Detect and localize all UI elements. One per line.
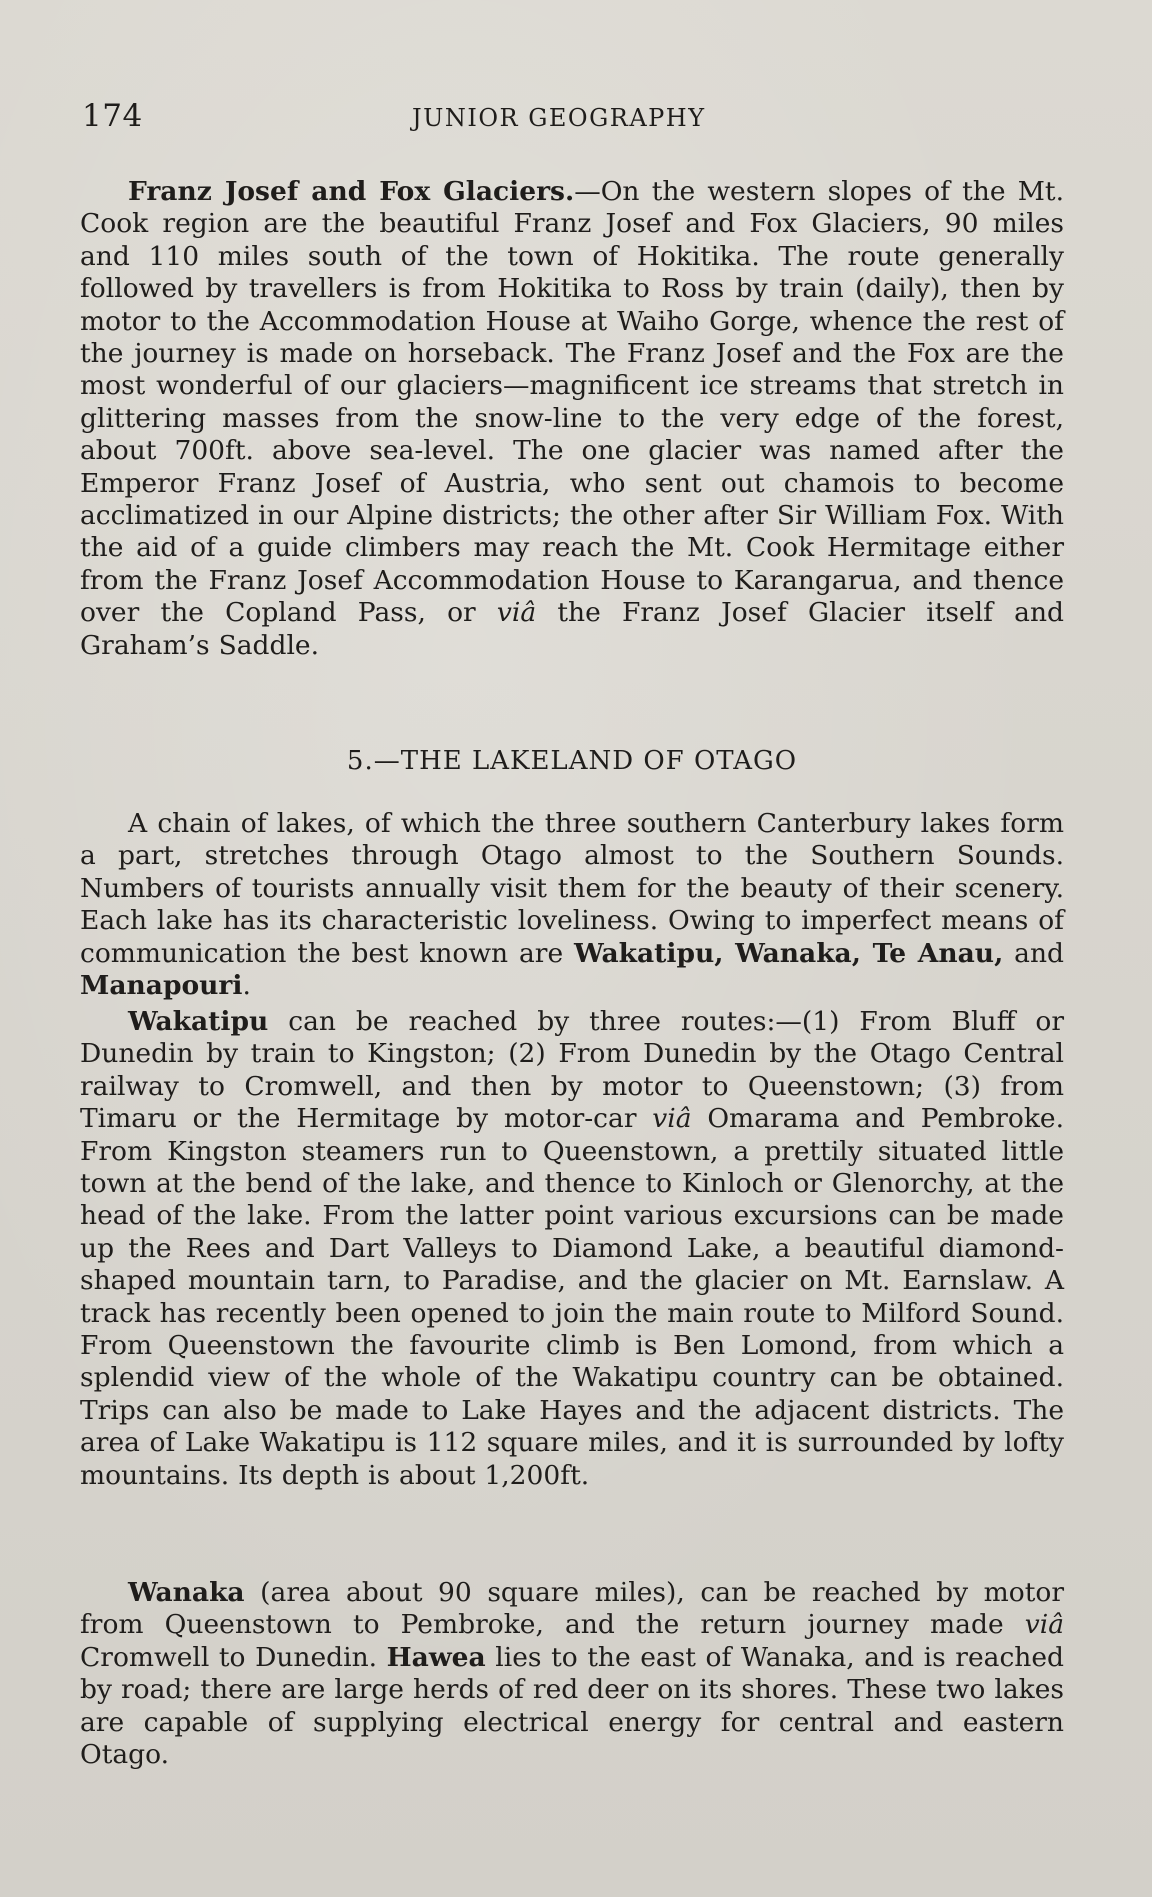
bold-lake-manapouri: Manapouri bbox=[80, 970, 243, 1002]
italic-via: viâ bbox=[1024, 1609, 1064, 1641]
paragraph-lead: Wakatipu bbox=[128, 1006, 269, 1037]
paragraph-tail: the Franz Josef Glacier itself and Graham’s Saddle. bbox=[80, 597, 1064, 661]
paragraph-franz-josef-fox-glaciers bbox=[80, 176, 1064, 662]
paragraph-text: (area about 90 square miles), can be reached by motor from Queenstown to Pembroke, and the return journey made bbox=[80, 1577, 1064, 1641]
paragraph-tail: lies to the east of Wanaka, and is reached by road; there are large herds of red deer on its shores. These two lakes are capable of supplying electrical energy for central and eastern Otago. bbox=[80, 1641, 1064, 1771]
paragraph-lead: Wanaka bbox=[128, 1577, 245, 1608]
paragraph-end: . bbox=[242, 970, 251, 1002]
section-heading: 5.—THE LAKELAND OF OTAGO bbox=[346, 746, 798, 776]
paragraph-text: —On the western slopes of the Mt. Cook region are the beautiful Franz Josef and Fox Glaciers, 90 miles and 110 miles south of the town of Hokitika. The route generally followed by travellers is from Hokitika to Ross by train (daily), then by motor to the Accommodation House at Waiho Gorge, whence the rest of the journey is made on horseback. The Franz Josef and the Fox are the most wonderful of our glaciers—magnificent ice streams that stretch in glittering masses from the snow-line to the very edge of the forest, about 700ft. above sea-level. The one glacier was named after the Emperor Franz Josef of Austria, who sent out chamois to become acclimatized in our Alpine districts; the other after Sir William Fox. With the aid of a guide climbers may reach the Mt. Cook Hermitage either from the Franz Josef Accommodation House to Karangarua, and thence over the Copland Pass, or bbox=[80, 176, 1064, 629]
paragraph-and: and bbox=[1003, 937, 1064, 969]
italic-via: viâ bbox=[496, 597, 537, 629]
paragraph-lead: Franz Josef and Fox Glaciers. bbox=[128, 176, 575, 207]
paragraph-text: A chain of lakes, of which the three southern Canterbury lakes form a part, stretches through Otago almost to the Southern Sounds. Numbers of tourists annually visit them for the beauty of their scenery. Each lake has its characteristic loveliness. Owing to imperfect means of communication the best known are bbox=[80, 808, 1064, 969]
page-number: 174 bbox=[82, 98, 143, 134]
paragraph-mid: Cromwell to Dunedin. bbox=[80, 1641, 387, 1673]
running-head: JUNIOR GEOGRAPHY bbox=[412, 104, 706, 132]
paragraph-lakeland-intro bbox=[80, 808, 1064, 1002]
paragraph-text: can be reached by three routes:—(1) From Bluff or Dunedin by train to Kingston; (2) From Dunedin by the Otago Central railway to Cromwell, and then by motor to Queenstown; (3) from Timaru or the Hermitage by motor-car bbox=[80, 1006, 1064, 1135]
paragraph-wakatipu bbox=[80, 1006, 1064, 1492]
paragraph-tail: Omarama and Pembroke. From Kingston steamers run to Queenstown, a prettily situated little town at the bend of the lake, and thence to Kinloch or Glenorchy, at the head of the lake. From the latter point various excursions can be made up the Rees and Dart Valleys to Diamond Lake, a beautiful diamond-shaped mountain tarn, to Paradise, and the glacier on Mt. Earnslaw. A track has recently been opened to join the main route to Milford Sound. From Queenstown the favourite climb is Ben Lomond, from which a splendid view of the whole of the Wakatipu country can be obtained. Trips can also be made to Lake Hayes and the adjacent districts. The area of Lake Wakatipu is 112 square miles, and it is surrounded by lofty mountains. Its depth is about 1,200ft. bbox=[80, 1103, 1064, 1491]
bold-lake-list: Wakatipu, Wanaka, Te Anau, bbox=[573, 937, 1004, 969]
paragraph-wanaka bbox=[80, 1577, 1064, 1771]
italic-via: viâ bbox=[652, 1103, 692, 1135]
page-header bbox=[82, 98, 1062, 138]
bold-lake-hawea: Hawea bbox=[386, 1641, 486, 1673]
